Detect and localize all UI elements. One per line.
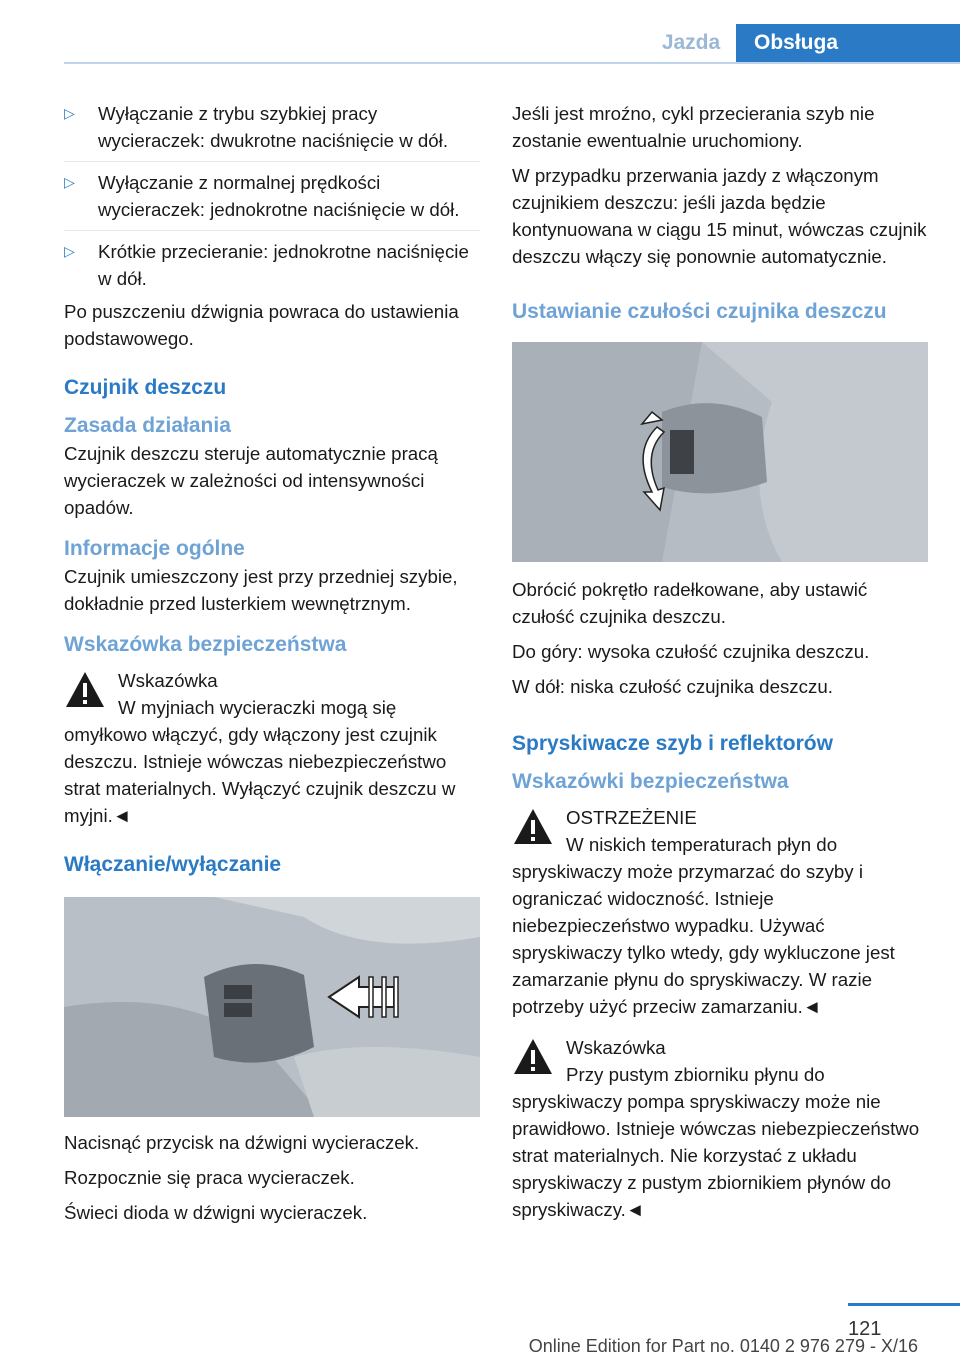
interruption-text: W przypadku przerwania jazdy z włączonym czujnikiem deszczu: jeśli jazda będzie kontynuowana w ciągu 15 minut, wówczas czujnik deszczu włączy się ponownie automatycznie. [512, 165, 927, 267]
tab-obsluga[interactable]: Obsługa [736, 24, 960, 62]
heading-spryskiwacze: Spryskiwacze szyb i reflektorów [512, 732, 833, 755]
warning-title: OSTRZEŻENIE [566, 807, 697, 828]
frost-text: Jeśli jest mroźno, cykl przecierania szyb nie zostanie ewentualnie uruchomiony. [512, 103, 875, 151]
warning-title: Wskazówka [566, 1037, 666, 1058]
lever-text: Po puszczeniu dźwignia powraca do ustawienia podstawowego. [64, 301, 459, 349]
wiper-lever-button-image [64, 897, 480, 1117]
edition-text: Online Edition for Part no. 0140 2 976 279 - X/16 [528, 1336, 918, 1356]
sensitivity-wheel-image [512, 342, 928, 562]
footer-rule [848, 1303, 960, 1306]
heading-ustawianie-czulosci: Ustawianie czułości czujnika deszczu [512, 300, 887, 323]
after-image-text-3: W dół: niska czułość czujnika deszczu. [512, 676, 833, 697]
after-image-text-1: Obrócić pokrętło radełkowane, aby ustawić czułość czujnika deszczu. [512, 579, 868, 627]
heading-wlaczanie: Włączanie/wyłączanie [64, 853, 282, 876]
warning-triangle-icon [64, 669, 106, 711]
warning-title: Wskazówka [118, 670, 218, 691]
warning-text: W myjniach wycieraczki mogą się omyłkowo włączyć, gdy włączony jest czujnik deszczu. Istnieje wówczas niebezpieczeństwo strat materialnych. Wyłączyć czujnik deszczu w myjni.◄ [64, 697, 456, 826]
heading-wskazowki-bezpieczenstwa: Wskazówki bezpieczeństwa [512, 770, 789, 793]
divider [64, 161, 480, 162]
heading-czujnik-deszczu: Czujnik deszczu [64, 376, 227, 399]
knurled-wheel-illustration-icon [512, 342, 928, 562]
warning-box [512, 804, 928, 1020]
page-number: 121 [848, 1318, 882, 1340]
warning-triangle-icon [512, 806, 554, 848]
zasada-text: Czujnik deszczu steruje automatycznie pracą wycieraczek w zależności od intensywności opadów. [64, 443, 438, 518]
list-item: ▷ Krótkie przecieranie: jednokrotne naciśnięcie w dół. [64, 238, 480, 292]
warning-text: Przy pustym zbiorniku płynu do spryskiwaczy pompa spryskiwaczy może nie prawidłowo. Istnieje wówczas niebezpieczeństwo strat materialnych. Nie korzystać z układu spryskiwaczy z pustym zbiornikiem płynów do spryskiwaczy.◄ [512, 1064, 920, 1220]
triangle-bullet-icon: ▷ [64, 243, 75, 259]
list-item: ▷ Wyłączanie z trybu szybkiej pracy wycieraczek: dwukrotne naciśnięcie w dół. [64, 100, 480, 154]
after-image-text-2: Rozpocznie się praca wycieraczek. [64, 1167, 355, 1188]
heading-wskazowka-bezpieczenstwa: Wskazówka bezpieczeństwa [64, 633, 347, 656]
warning-box [512, 1034, 928, 1223]
divider [64, 230, 480, 231]
warning-triangle-icon [512, 1036, 554, 1078]
triangle-bullet-icon: ▷ [64, 174, 75, 190]
left-column [64, 100, 480, 1234]
heading-zasada-dzialania: Zasada działania [64, 414, 231, 437]
warning-text: W niskich temperaturach płyn do spryskiwaczy może przymarzać do szyby i ograniczać widoczność. Istnieje niebezpieczeństwo wypadku. Używać spryskiwaczy tylko wtedy, gdy wykluczone jest zamarzanie płynu do spryskiwaczy. W razie potrzeby użyć przeciw zamarzaniu.◄ [512, 834, 895, 1017]
heading-informacje-ogolne: Informacje ogólne [64, 537, 245, 560]
informacje-text: Czujnik umieszczony jest przy przedniej szybie, dokładnie przed lusterkiem wewnętrznym. [64, 566, 458, 614]
after-image-text-2: Do góry: wysoka czułość czujnika deszczu. [512, 641, 870, 662]
triangle-bullet-icon: ▷ [64, 105, 75, 121]
lever-illustration-icon [64, 897, 480, 1117]
list-item: ▷ Wyłączanie z normalnej prędkości wycieraczek: jednokrotne naciśnięcie w dół. [64, 169, 480, 223]
header-rule [64, 62, 960, 64]
after-image-text-1: Nacisnąć przycisk na dźwigni wycieraczek. [64, 1132, 420, 1153]
warning-box [64, 667, 480, 829]
right-column [512, 100, 928, 1223]
tab-jazda[interactable]: Jazda [661, 31, 721, 54]
after-image-text-3: Świeci dioda w dźwigni wycieraczek. [64, 1202, 368, 1223]
